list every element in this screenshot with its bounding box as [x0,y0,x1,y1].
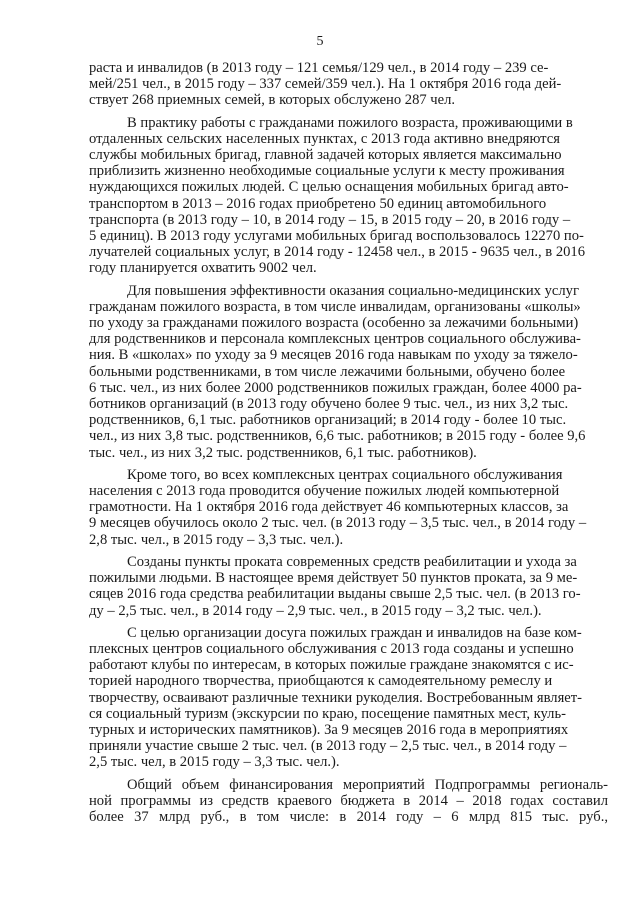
text-line: ния. В «школах» по уходу за 9 месяцев 2016 года навыкам по уходу за тяжело- [89,347,578,364]
text-line: тыс. чел., из них 3,2 тыс. родственников, 6,1 тыс. работников). [89,444,477,461]
text-line: 2,8 тыс. чел., в 2015 году – 3,3 тыс. чел.). [89,531,344,548]
text-line: Общий объем финансирования мероприятий Подпрограммы региональ- [127,776,608,793]
text-line: Кроме того, во всех комплексных центрах социального обслуживания [127,466,563,483]
text-line: лучателей социальных услуг, в 2014 году - 12458 чел., в 2015 - 9635 чел., в 2016 [89,244,586,261]
text-line: по уходу за гражданами пожилого возраста (особенно за лежачими больными) [89,315,579,332]
text-line: торией народного творчества, приобщаются к самодеятельному ремеслу и [89,673,553,690]
text-line: транспорта (в 2013 году – 10, в 2014 году – 15, в 2015 году – 20, в 2016 году – [89,211,571,228]
text-line: чел., из них 3,8 тыс. родственников, 6,6 тыс. работников; в 2015 году - более 9,6 [89,428,586,445]
text-line: отдаленных сельских населенных пунктах, с 2013 года активно внедряются [89,130,560,147]
text-line: С целью организации досуга пожилых граждан и инвалидов на базе ком- [127,624,582,641]
text-line: В практику работы с гражданами пожилого возраста, проживающими в [127,114,573,131]
text-line: нуждающихся пожилых людей. С целью оснащения мобильных бригад авто- [89,179,569,196]
text-line: 9 месяцев обучилось около 2 тыс. чел. (в 2013 году – 3,5 тыс. чел., в 2014 году – [89,515,587,532]
text-line: более 37 млрд руб., в том числе: в 2014 году – 6 млрд 815 тыс. руб., [89,808,608,825]
text-line: больными родственниками, в том числе лежачими больными, обучено более [89,363,566,380]
text-line: Созданы пункты проката современных средств реабилитации и ухода за [127,553,577,570]
text-line: приняли участие свыше 2 тыс. чел. (в 2013 году – 2,5 тыс. чел., в 2014 году – [89,738,567,755]
text-line: грамотности. На 1 октября 2016 года действует 46 компьютерных классов, за [89,499,569,516]
paragraph-mobile-brigades [89,115,608,277]
text-line: 6 тыс. чел., из них более 2000 родственников пожилых граждан, более 4000 ра- [89,379,582,396]
paragraph-care-schools [89,283,608,461]
text-line: году планируется охватить 9002 чел. [89,260,317,277]
text-line: 5 единиц). В 2013 году услугами мобильных бригад воспользовалось 12270 по- [89,228,584,245]
paragraph-financing [89,777,608,826]
text-line: службы мобильных бригад, главной задачей которых является максимально [89,147,562,164]
text-line: ствует 268 приемных семей, в которых обслужено 287 чел. [89,92,456,109]
text-line: плексных центров социального обслуживания с 2013 года созданы и успешно [89,640,574,657]
paragraph-foster-families [89,60,608,109]
text-line: приблизить жизненно необходимые социальные услуги к месту проживания [89,163,565,180]
text-line: Для повышения эффективности оказания социально-медицинских услуг [127,282,579,299]
text-line: 2,5 тыс. чел, в 2015 году – 3,3 тыс. чел.). [89,754,340,771]
document-body [89,60,608,825]
page-number: 5 [316,34,324,49]
text-line: транспортом в 2013 – 2016 годах приобретено 50 единиц автомобильного [89,195,547,212]
paragraph-rental-points [89,554,608,619]
text-line: работают клубы по интересам, в которых пожилые граждане знакомятся с ис- [89,657,574,674]
text-line: пожилыми людьми. В настоящее время действует 50 пунктов проката, за 9 ме- [89,570,578,587]
text-line: родственников, 6,1 тыс. работников организаций; в 2014 году - более 10 тыс. [89,412,567,429]
text-line: мей/251 чел., в 2015 году – 337 семей/359 чел.). На 1 октября 2016 года дей- [89,76,562,93]
text-line: сяцев 2016 года средства реабилитации выданы свыше 2,5 тыс. чел. (в 2013 го- [89,586,581,603]
text-line: населения с 2013 года проводится обучение пожилых людей компьютерной [89,483,560,500]
text-line: ду – 2,5 тыс. чел., в 2014 году – 2,9 тыс. чел., в 2015 году – 3,2 тыс. чел.). [89,602,542,619]
text-line: турных и исторических памятников). За 9 месяцев 2016 года в мероприятиях [89,721,569,738]
text-line: для родственников и персонала комплексных центров социального обслужива- [89,331,581,348]
text-line: творчеству, осваивают различные техники рукоделия. Востребованным являет- [89,689,582,706]
text-line: ся социальный туризм (экскурсии по краю, посещение памятных мест, куль- [89,705,566,722]
text-line: ботников организаций (в 2013 году обучено более 9 тыс. чел., из них 3,2 тыс. [89,396,569,413]
paragraph-leisure-clubs [89,625,608,771]
text-line: гражданам пожилого возраста, в том числе инвалидам, организованы «школы» [89,298,581,315]
text-line: ной программы из средств краевого бюджета в 2014 – 2018 годах составил [89,792,608,809]
paragraph-computer-literacy [89,467,608,548]
text-line: раста и инвалидов (в 2013 году – 121 семья/129 чел., в 2014 году – 239 се- [89,60,549,76]
